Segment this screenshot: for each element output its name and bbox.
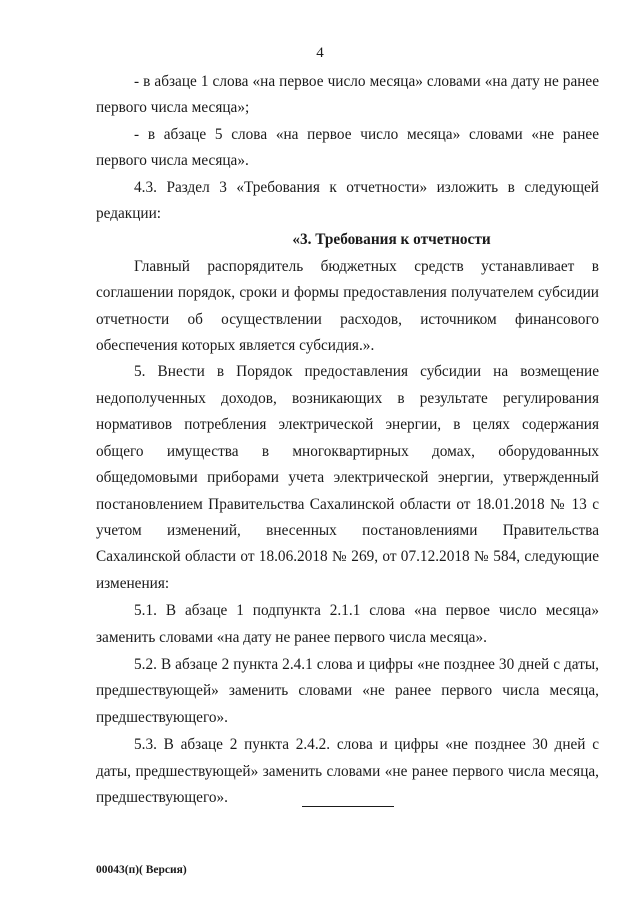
- separator-line: [302, 806, 394, 807]
- footer-document-code: 00043(п)( Версия): [96, 864, 187, 876]
- paragraph-5-1: 5.1. В абзаце 1 подпункта 2.1.1 слова «на первое число месяца» заменить словами «на дату не ранее первого числа месяца».: [96, 602, 599, 646]
- paragraph-5-3: 5.3. В абзаце 2 пункта 2.4.2. слова и цифры «не позднее 30 дней с даты, предшествующей» заменить словами «не ранее первого числа месяца, предшествующего».: [96, 736, 599, 806]
- paragraph-5: 5. Внести в Порядок предоставления субсидии на возмещение недополученных доходов, возникающих в результате регулирования нормативов потребления электрической энергии, в целях содержания общего имущества в многоквартирных домах, оборудованных общедомовыми приборами учета электрической энергии, утвержденный постановлением Правительства Сахалинской области от 18.01.2018 № 13 с учетом изменений, внесенных постановлениями Правительства Сахалинской области от 18.06.2018 № 269, от 07.12.2018 № 584, следующие изменения:: [96, 363, 599, 592]
- page-number: 4: [316, 45, 324, 61]
- paragraph-amend-abzac-5: - в абзаце 5 слова «на первое число месяца» словами «не ранее первого числа месяца».: [96, 125, 599, 170]
- paragraph-amend-abzac-1: - в абзаце 1 слова «на первое число месяца» словами «на дату не ранее первого числа месяца»;: [96, 73, 599, 117]
- section-heading: «3. Требования к отчетности: [292, 231, 491, 249]
- document-body: [96, 69, 599, 811]
- paragraph-5-2: 5.2. В абзаце 2 пункта 2.4.1 слова и цифры «не позднее 30 дней с даты, предшествующей» заменить словами «не ранее первого числа месяца, предшествующего».: [96, 655, 599, 726]
- paragraph-4-3: 4.3. Раздел 3 «Требования к отчетности» изложить в следующей редакции:: [96, 178, 599, 223]
- paragraph-reporting-requirements: Главный распорядитель бюджетных средств устанавливает в соглашении порядок, сроки и формы предоставления получателем субсидии отчетности об осуществлении расходов, источником финансового обеспечения которых является субсидия.».: [96, 257, 599, 355]
